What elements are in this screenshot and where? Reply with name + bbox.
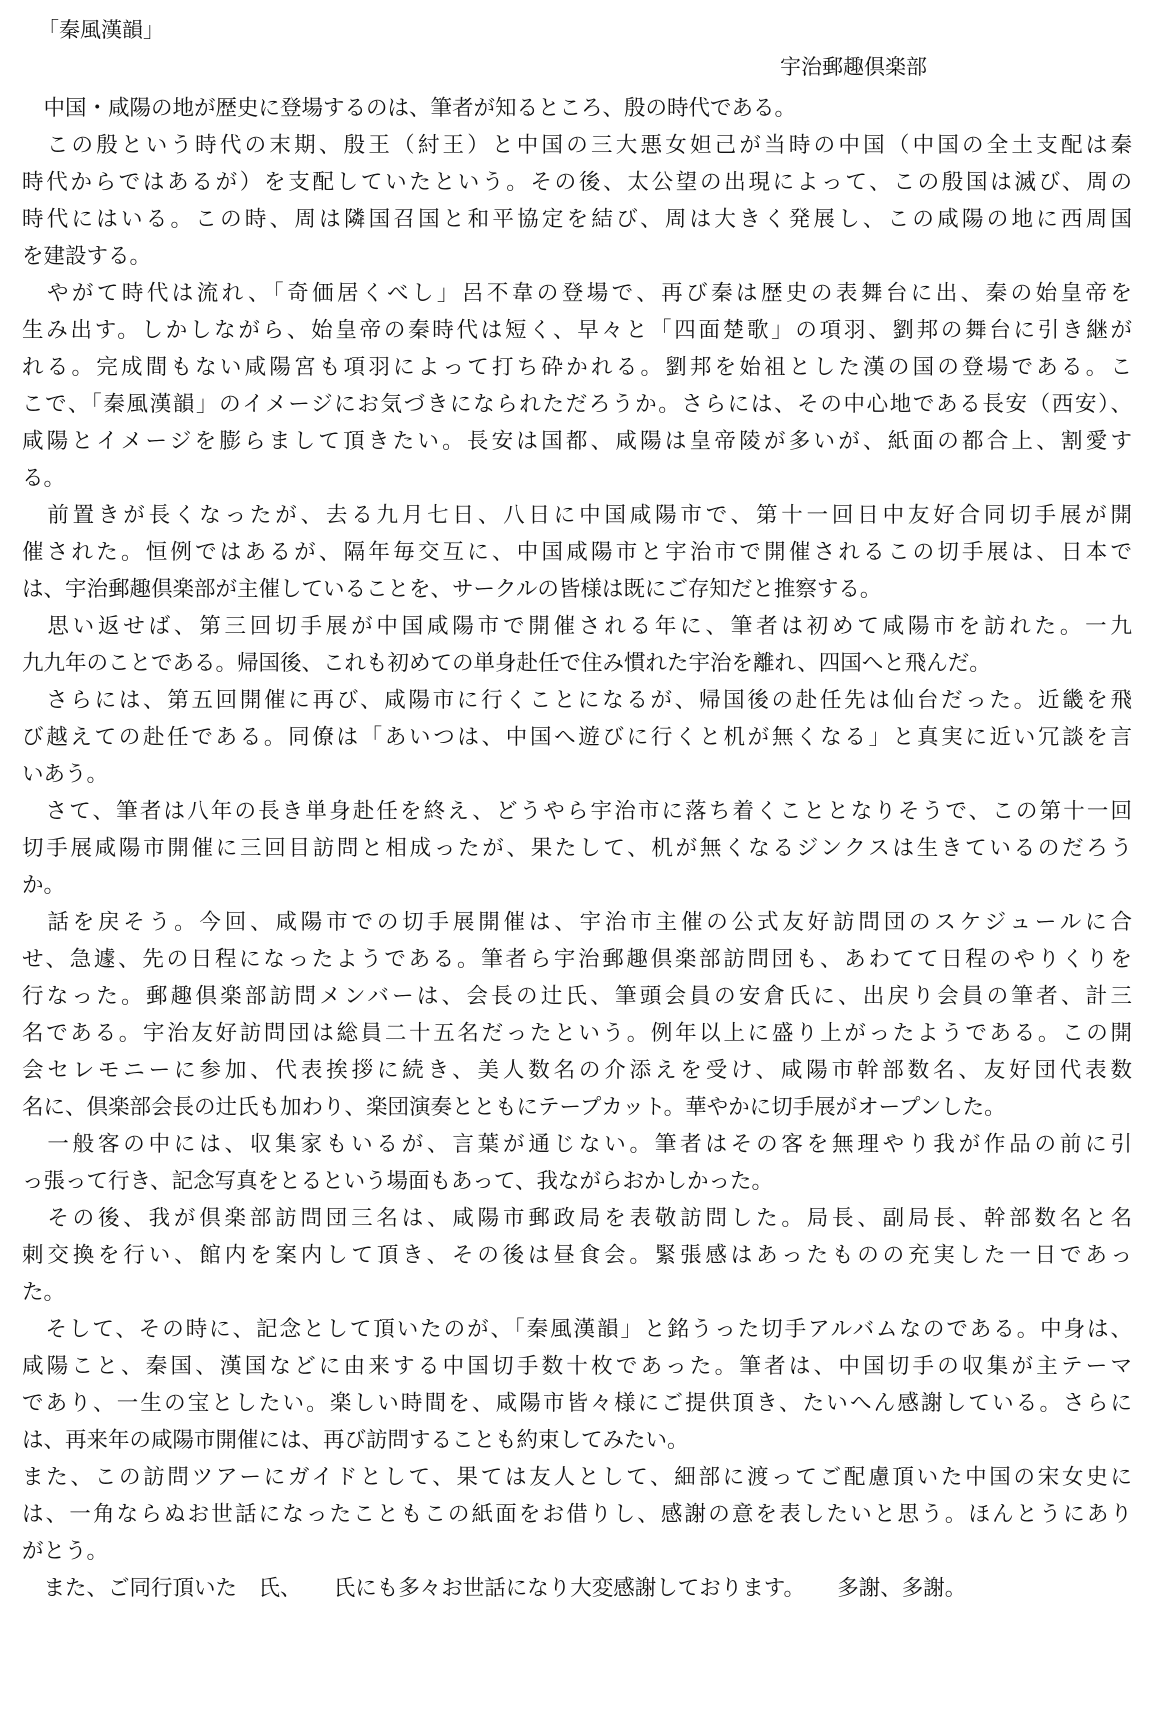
text-line: か。 — [22, 873, 66, 898]
text-line: 時代からではあるが）を支配していたという。その後、太公望の出現によって、この殷国は滅び、周の — [22, 170, 1132, 195]
text-line: 話を戻そう。今回、咸陽市での切手展開催は、宇治市主催の公式友好訪問団のスケジュールに合 — [22, 910, 1132, 935]
text-line: いあう。 — [22, 762, 109, 787]
paragraph — [22, 1200, 1132, 1311]
text-line: 前置きが長くなったが、去る九月七日、八日に中国咸陽市で、第十一回日中友好合同切手展が開 — [22, 503, 1132, 528]
text-line: 会セレモニーに参加、代表挨拶に続き、美人数名の介添えを受け、咸陽市幹部数名、友好団代表数 — [22, 1058, 1132, 1083]
text-line: 切手展咸陽市開催に三回目訪問と相成ったが、果たして、机が無くなるジンクスは生きているのだろう — [22, 836, 1132, 861]
paragraph — [22, 1459, 1132, 1570]
text-line: また、この訪問ツアーにガイドとして、果ては友人として、細部に渡ってご配慮頂いた中国の宋女史に — [22, 1465, 1132, 1490]
paragraph — [22, 1570, 1132, 1607]
text-line: 咸陽とイメージを膨らまして頂きたい。長安は国都、咸陽は皇帝陵が多いが、紙面の都合上、割愛す — [22, 429, 1132, 454]
paragraph — [22, 793, 1132, 904]
text-line: 刺交換を行い、館内を案内して頂き、その後は昼食会。緊張感はあったものの充実した一日であっ — [22, 1243, 1132, 1268]
text-line: 中国・咸陽の地が歴史に登場するのは、筆者が知るところ、殷の時代である。 — [22, 96, 797, 121]
text-line: っ張って行き、記念写真をとるという場面もあって、我ながらおかしかった。 — [22, 1169, 773, 1194]
text-line: こで、「秦風漢韻」のイメージにお気づきになられただろうか。さらには、その中心地である長安（西安）、 — [22, 392, 1132, 417]
text-line: 時代にはいる。この時、周は隣国召国と和平協定を結び、周は大きく発展し、この咸陽の地に西周国 — [22, 207, 1132, 232]
text-line: び越えての赴任である。同僚は「あいつは、中国へ遊びに行くと机が無くなる」と真実に近い冗談を言 — [22, 725, 1132, 750]
document-body — [22, 90, 1132, 1607]
paragraph — [22, 275, 1132, 497]
text-line: がとう。 — [22, 1539, 109, 1564]
paragraph — [22, 90, 1132, 127]
text-line: やがて時代は流れ、「奇価居くべし」呂不韋の登場で、再び秦は歴史の表舞台に出、秦の始皇帝を — [22, 281, 1132, 306]
text-line: さらには、第五回開催に再び、咸陽市に行くことになるが、帰国後の赴任先は仙台だった。近畿を飛 — [22, 688, 1132, 713]
text-line: また、ご同行頂いた 氏、 氏にも多々お世話になり大変感謝しております。 多謝、多謝。 — [22, 1576, 967, 1601]
document-author: 宇治郵趣倶楽部 — [780, 55, 927, 79]
text-line: 生み出す。しかしながら、始皇帝の秦時代は短く、早々と「四面楚歌」の項羽、劉邦の舞台に引き継が — [22, 318, 1132, 343]
paragraph — [22, 682, 1132, 793]
text-line: を建設する。 — [22, 244, 152, 269]
text-line: さて、筆者は八年の長き単身赴任を終え、どうやら宇治市に落ち着くこととなりそうで、この第十一回 — [22, 799, 1132, 824]
text-line: は、再来年の咸陽市開催には、再び訪問することも約束してみたい。 — [22, 1428, 689, 1453]
text-line: 九九年のことである。帰国後、これも初めての単身赴任で住み慣れた宇治を離れ、四国へと飛んだ。 — [22, 651, 991, 676]
paragraph — [22, 904, 1132, 1126]
text-line: 行なった。郵趣倶楽部訪問メンバーは、会長の辻氏、筆頭会員の安倉氏に、出戻り会員の筆者、計三 — [22, 984, 1132, 1009]
paragraph — [22, 1311, 1132, 1459]
text-line: れる。完成間もない咸陽宮も項羽によって打ち砕かれる。劉邦を始祖とした漢の国の登場である。こ — [22, 355, 1132, 380]
text-line: そして、その時に、記念として頂いたのが、「秦風漢韻」と銘うった切手アルバムなのである。中身は、 — [22, 1317, 1132, 1342]
paragraph — [22, 127, 1132, 275]
text-line: た。 — [22, 1280, 66, 1305]
paragraph — [22, 497, 1132, 608]
text-line: 咸陽こと、秦国、漢国などに由来する中国切手数十枚であった。筆者は、中国切手の収集が主テーマ — [22, 1354, 1132, 1379]
text-line: であり、一生の宝としたい。楽しい時間を、咸陽市皆々様にご提供頂き、たいへん感謝している。さらに — [22, 1391, 1132, 1416]
paragraph — [22, 608, 1132, 682]
paragraph — [22, 1126, 1132, 1200]
text-line: る。 — [22, 466, 66, 491]
text-line: は、一角ならぬお世話になったこともこの紙面をお借りし、感謝の意を表したいと思う。ほんとうにあり — [22, 1502, 1132, 1527]
text-line: 名である。宇治友好訪問団は総員二十五名だったという。例年以上に盛り上がったようである。この開 — [22, 1021, 1132, 1046]
text-line: 一般客の中には、収集家もいるが、言葉が通じない。筆者はその客を無理やり我が作品の前に引 — [22, 1132, 1132, 1157]
text-line: 名に、倶楽部会長の辻氏も加わり、楽団演奏とともにテープカット。華やかに切手展がオープンした。 — [22, 1095, 1006, 1120]
text-line: 催された。恒例ではあるが、隔年毎交互に、中国咸陽市と宇治市で開催されるこの切手展は、日本で — [22, 540, 1132, 565]
text-line: 思い返せば、第三回切手展が中国咸陽市で開催される年に、筆者は初めて咸陽市を訪れた。一九 — [22, 614, 1132, 639]
text-line: その後、我が倶楽部訪問団三名は、咸陽市郵政局を表敬訪問した。局長、副局長、幹部数名と名 — [22, 1206, 1132, 1231]
text-line: この殷という時代の末期、殷王（紂王）と中国の三大悪女妲己が当時の中国（中国の全土支配は秦 — [22, 133, 1132, 158]
text-line: せ、急遽、先の日程になったようである。筆者ら宇治郵趣倶楽部訪問団も、あわてて日程のやりくりを — [22, 947, 1132, 972]
text-line: は、宇治郵趣倶楽部が主催していることを、サークルの皆様は既にご存知だと推察する。 — [22, 577, 882, 602]
document-title: 「秦風漢韻」 — [38, 18, 164, 42]
